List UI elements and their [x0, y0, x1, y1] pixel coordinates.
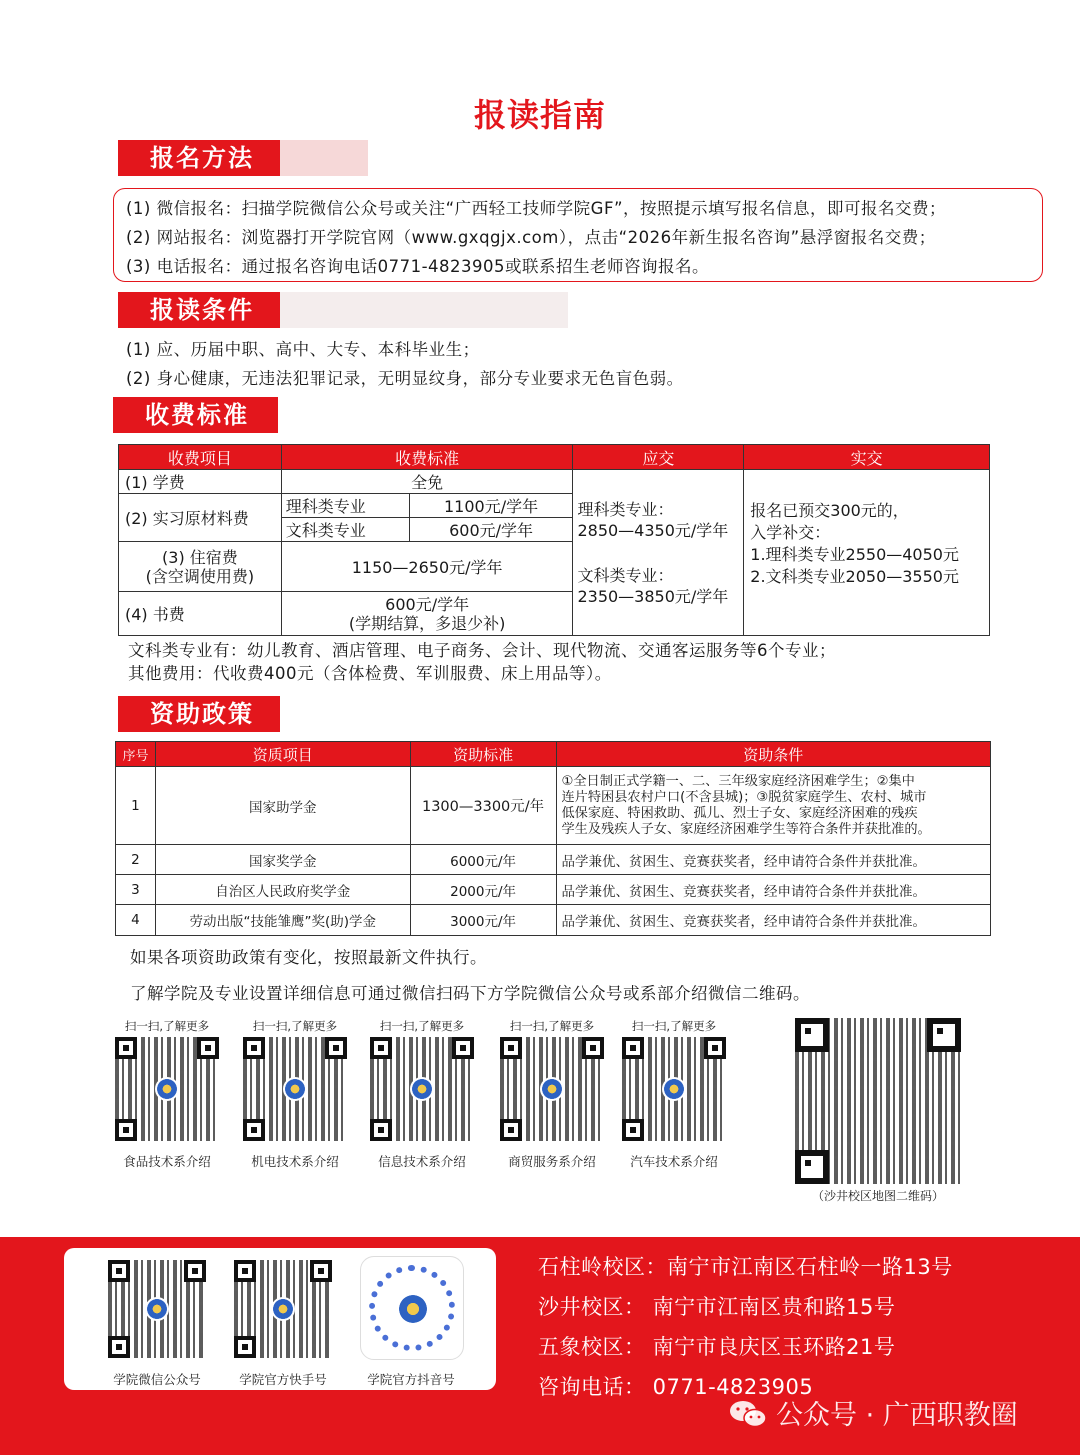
- footer-qr-caption: 学院官方抖音号: [367, 1372, 455, 1387]
- aid-standard: 6000元/年: [410, 845, 556, 875]
- section-heading-aid: 资助政策: [118, 696, 280, 732]
- fee-table-header: [119, 445, 990, 470]
- kuaishou-qr-code-icon[interactable]: [234, 1260, 332, 1358]
- material-art-label: 文科类专业: [281, 518, 409, 542]
- qr-code-icon[interactable]: [500, 1037, 604, 1141]
- address-shizhuling: 石柱岭校区：南宁市江南区石柱岭一路13号: [538, 1255, 953, 1279]
- wechat-icon: [728, 1398, 768, 1430]
- qr-caption: 汽车技术系介绍: [630, 1154, 718, 1169]
- aid-condition: 品学兼优、贫困生、竞赛获奖者，经申请符合条件并获批准。: [556, 875, 991, 905]
- due-art-label: 文科类专业：: [577, 565, 674, 585]
- paid-line-1: 报名已预交300元的，: [750, 501, 909, 520]
- books-price: 600元/学年: [385, 594, 470, 614]
- qr-scan-hint: 扫一扫,了解更多: [509, 1019, 595, 1033]
- fee-row-tuition: [119, 470, 990, 494]
- qr-scan-hint: 扫一扫,了解更多: [252, 1019, 338, 1033]
- qr-caption: 食品技术系介绍: [123, 1154, 211, 1169]
- due-art-value: 2350—3850元/学年: [577, 586, 729, 606]
- qr-scan-hint: 扫一扫,了解更多: [631, 1019, 717, 1033]
- aid-item: 国家助学金: [155, 767, 410, 845]
- apply-line-wechat: (1) 微信报名：扫描学院微信公众号或关注“广西轻工技师学院GF”，按照提示填写报名信息，即可报名交费；: [126, 199, 946, 218]
- fee-note-1: 文科类专业有：幼儿教育、酒店管理、电子商务、会计、现代物流、交通客运服务等6个专业；: [128, 641, 836, 660]
- qr-code-icon[interactable]: [115, 1037, 219, 1141]
- fee-header-paid: 实交: [744, 445, 990, 470]
- aid-condition: 品学兼优、贫困生、竞赛获奖者，经申请符合条件并获批准。: [556, 905, 991, 936]
- aid-table-header: [116, 742, 991, 767]
- aid-condition: 品学兼优、贫困生、竞赛获奖者，经申请符合条件并获批准。: [556, 845, 991, 875]
- aid-standard: 1300—3300元/年: [410, 767, 556, 845]
- fee-standard: 全免: [281, 470, 573, 494]
- fee-header-due: 应交: [573, 445, 744, 470]
- fee-header-standard: 收费标准: [281, 445, 573, 470]
- aid-item: 劳动出版“技能雏鹰”奖(助)学金: [155, 905, 410, 936]
- map-qr-code-icon[interactable]: [795, 1018, 961, 1184]
- aid-condition-line: 低保家庭、特困救助、孤儿、烈士子女、家庭经济困难的残疾: [561, 805, 918, 821]
- aid-no: 4: [116, 905, 156, 936]
- condition-line-2: (2) 身心健康，无违法犯罪记录，无明显纹身，部分专业要求无色盲色弱。: [126, 369, 684, 388]
- material-sci-label: 理科类专业: [281, 494, 409, 518]
- due-sci-label: 理科类专业：: [577, 499, 674, 519]
- douyin-qr-code-icon[interactable]: [360, 1256, 464, 1360]
- condition-line-1: (1) 应、历届中职、高中、大专、本科毕业生；: [126, 340, 480, 359]
- aid-note-2: 了解学院及专业设置详细信息可通过微信扫码下方学院微信公众号或系部介绍微信二维码。: [130, 984, 810, 1003]
- aid-header-condition: 资助条件: [556, 742, 991, 767]
- section-heading-fees: 收费标准: [113, 397, 278, 433]
- apply-line-website: (2) 网站报名：浏览器打开学院官网（www.gxqgjx.com），点击“2026年新生报名咨询”悬浮窗报名交费；: [126, 228, 936, 247]
- qr-caption: 商贸服务系介绍: [508, 1154, 596, 1169]
- aid-condition-line: 学生及残疾人子女、家庭经济困难学生等符合条件并获批准的。: [561, 821, 931, 837]
- aid-condition-line: 连片特困县农村户口(不含县城)；③脱贫家庭学生、农村、城市: [561, 789, 927, 805]
- address-wuxiang: 五象校区： 南宁市良庆区玉环路21号: [538, 1335, 896, 1359]
- fee-header-item: 收费项目: [119, 445, 282, 470]
- qr-code-icon[interactable]: [243, 1037, 347, 1141]
- wechat-qr-code-icon[interactable]: [108, 1260, 206, 1358]
- table-row: [116, 767, 991, 845]
- map-qr-caption: （沙井校区地图二维码）: [811, 1189, 944, 1203]
- table-row: [116, 875, 991, 905]
- qr-code-icon[interactable]: [370, 1037, 474, 1141]
- fee-item: (1) 学费: [119, 470, 282, 494]
- page-title: 报读指南: [473, 96, 606, 134]
- aid-condition: [556, 767, 991, 845]
- aid-standard: 3000元/年: [410, 905, 556, 936]
- fee-paid-cell: [744, 470, 990, 636]
- aid-no: 3: [116, 875, 156, 905]
- address-shajing: 沙井校区： 南宁市江南区贵和路15号: [538, 1295, 896, 1319]
- fee-item: (2) 实习原材料费: [119, 494, 282, 542]
- qr-caption: 信息技术系介绍: [378, 1154, 466, 1169]
- table-row: [116, 845, 991, 875]
- material-art-value: 600元/学年: [409, 518, 573, 542]
- fee-due-cell: [573, 470, 744, 636]
- paid-line-4: 2.文科类专业2050—3550元: [750, 567, 959, 586]
- qr-caption: 机电技术系介绍: [251, 1154, 339, 1169]
- fee-standard-books: [281, 592, 573, 636]
- aid-header-standard: 资助标准: [410, 742, 556, 767]
- paid-line-2: 入学补交：: [750, 523, 831, 542]
- aid-header-item: 资质项目: [155, 742, 410, 767]
- aid-table: [115, 741, 991, 936]
- aid-note-1: 如果各项资助政策有变化，按照最新文件执行。: [130, 948, 487, 967]
- fee-standard: 1150—2650元/学年: [281, 542, 573, 592]
- fee-note-2: 其他费用：代收费400元（含体检费、军训服费、床上用品等）。: [128, 664, 612, 683]
- aid-header-no: 序号: [116, 742, 156, 767]
- apply-line-phone: (3) 电话报名：通过报名咨询电话0771-4823905或联系招生老师咨询报名。: [126, 257, 710, 276]
- fee-item: (4) 书费: [119, 592, 282, 636]
- aid-condition-line: ①全日制正式学籍一、二、三年级家庭经济困难学生；②集中: [561, 773, 915, 789]
- section-heading-conditions: 报读条件: [118, 292, 280, 328]
- table-row: [116, 905, 991, 936]
- fee-table: [118, 444, 990, 636]
- footer-qr-caption: 学院微信公众号: [113, 1372, 201, 1387]
- housing-label: (3) 住宿费: [162, 547, 238, 567]
- books-note: (学期结算，多退少补): [348, 613, 506, 633]
- qr-scan-hint: 扫一扫,了解更多: [379, 1019, 465, 1033]
- housing-note: (含空调使用费): [145, 566, 255, 586]
- consult-phone: 咨询电话： 0771-4823905: [538, 1375, 814, 1399]
- aid-standard: 2000元/年: [410, 875, 556, 905]
- fee-item-housing: [119, 542, 282, 592]
- aid-item: 自治区人民政府奖学金: [155, 875, 410, 905]
- material-sci-value: 1100元/学年: [409, 494, 573, 518]
- qr-code-icon[interactable]: [622, 1037, 726, 1141]
- watermark-text: 公众号 · 广西职教圈: [776, 1400, 1018, 1431]
- footer-qr-caption: 学院官方快手号: [239, 1372, 327, 1387]
- aid-item: 国家奖学金: [155, 845, 410, 875]
- paid-line-3: 1.理科类专业2550—4050元: [750, 545, 959, 564]
- aid-no: 1: [116, 767, 156, 845]
- section-heading-apply: 报名方法: [118, 140, 280, 176]
- qr-scan-hint: 扫一扫,了解更多: [124, 1019, 210, 1033]
- aid-no: 2: [116, 845, 156, 875]
- due-sci-value: 2850—4350元/学年: [577, 520, 729, 540]
